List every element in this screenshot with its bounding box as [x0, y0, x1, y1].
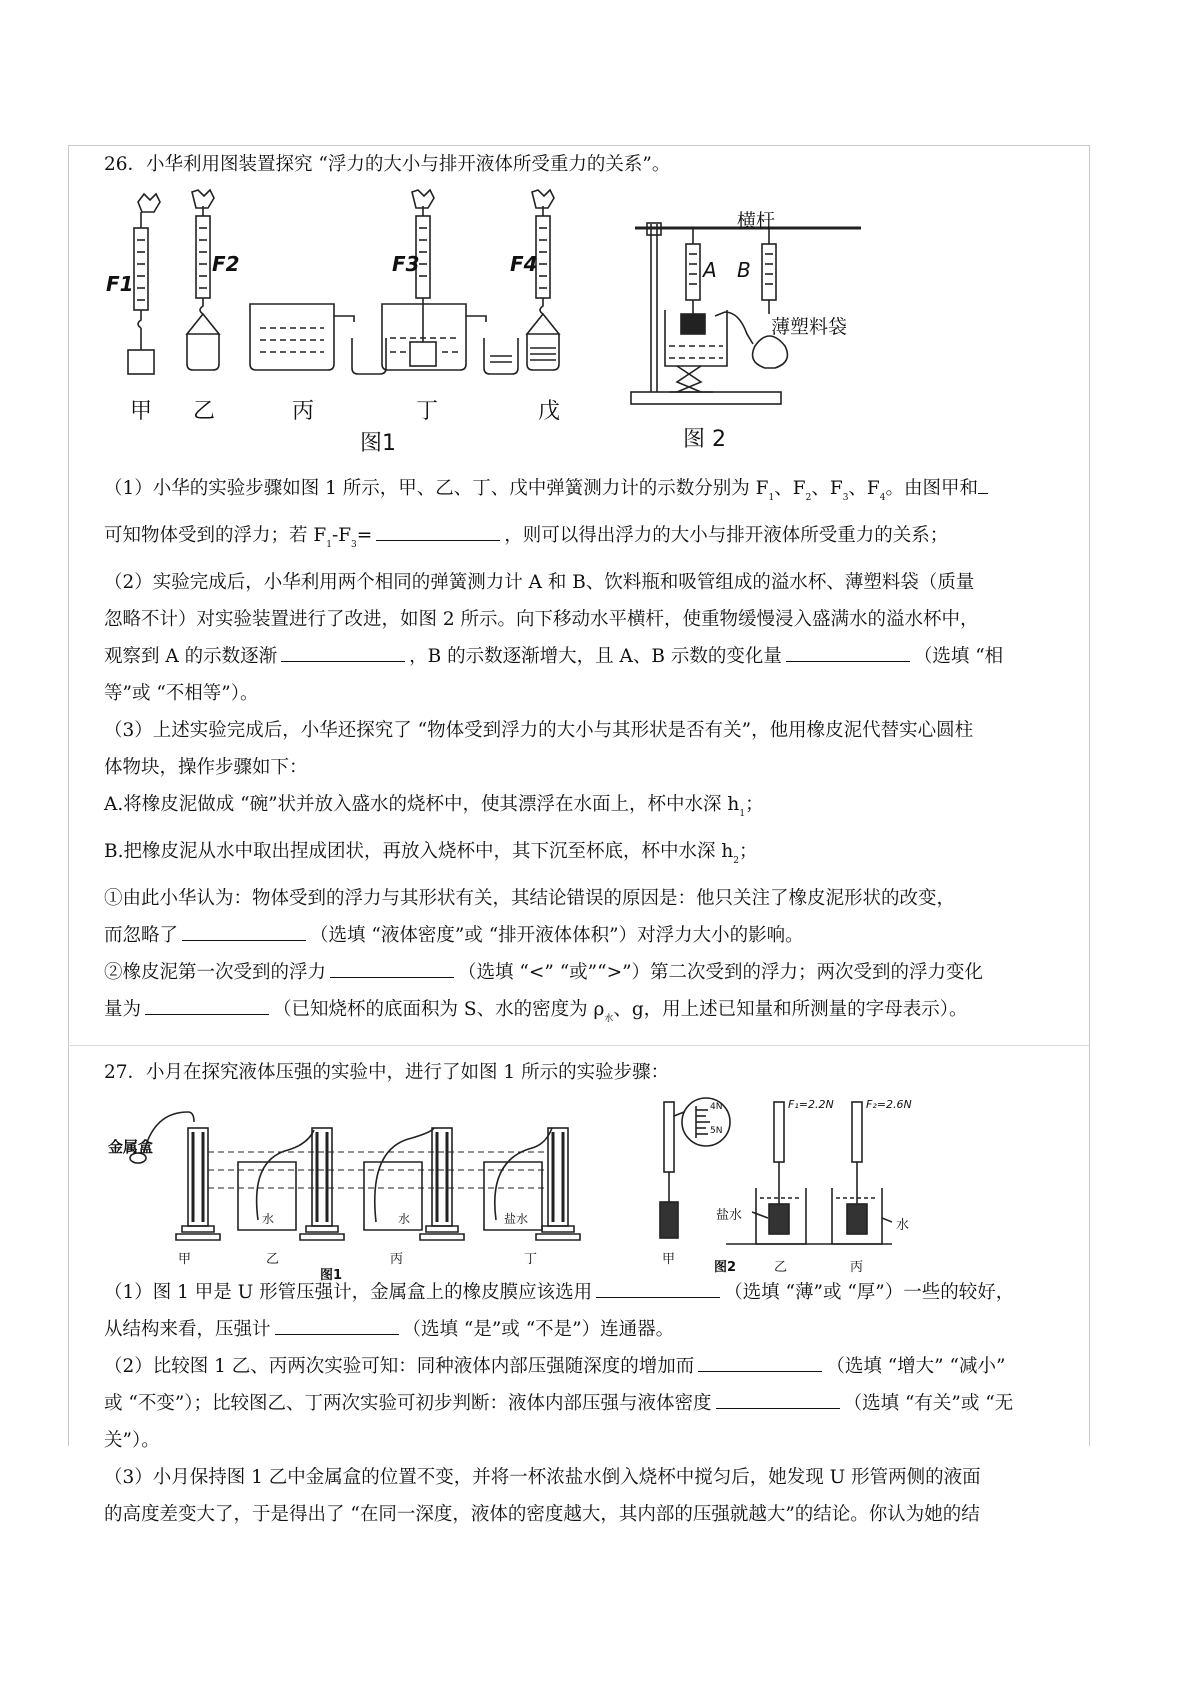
answer-blank[interactable] [182, 939, 306, 941]
answer-blank[interactable] [716, 1407, 840, 1409]
force-f2-label: F₂=2.6N [866, 1098, 912, 1111]
q26-step-a: A.将橡皮泥做成 “碗”状并放入盛水的烧杯中，使其漂浮在水面上，杯中水深 $h_1$； [104, 794, 764, 819]
label-jia: 甲 [178, 1252, 192, 1267]
label-jia: 甲 [662, 1252, 676, 1267]
q27-part2-line3: 关”）。 [104, 1430, 160, 1451]
salt-water-label: 盐水 [716, 1208, 743, 1223]
answer-blank[interactable] [275, 1333, 399, 1335]
q26-title: 26．小华利用图装置探究 “浮力的大小与排开液体所受重力的关系”。 [104, 154, 671, 175]
label-ding: 丁 [416, 399, 439, 424]
label-yi: 乙 [193, 399, 216, 424]
q26-step-b: B.把橡皮泥从水中取出捏成团状，再放入烧杯中，其下沉至杯底，杯中水深 $h_2$； [104, 841, 758, 866]
crossbar-label: 横杆 [737, 210, 776, 232]
force-f1-label: F₁=2.2N [788, 1098, 834, 1111]
force-f1: F1 [106, 272, 134, 296]
force-f2: F2 [212, 252, 240, 276]
q26-sub1-line2: 而忽略了 （选填 “液体密度”或 “排开液体体积”）对浮力大小的影响。 [104, 925, 804, 946]
metal-box-label: 金属盒 [108, 1138, 154, 1156]
section-divider [68, 1045, 1090, 1046]
q26-sub2-line1: ②橡皮泥第一次受到的浮力 （选填 “<” “或”“>”）第二次受到的浮力；两次受到的浮力变化 [104, 962, 984, 983]
scale-wu [527, 190, 559, 370]
answer-blank[interactable] [376, 539, 500, 541]
scale-4n: 4N [710, 1102, 723, 1112]
q26-part2-line1: （2）实验完成后，小华利用两个相同的弹簧测力计 A 和 B、饮料瓶和吸管组成的溢水杯、薄塑料袋（质量 [104, 572, 975, 593]
answer-blank[interactable] [698, 1370, 822, 1372]
q26-part2-line2: 忽略不计）对实验装置进行了改进，如图 2 所示。向下移动水平横杆，使重物缓慢浸入盛满水的溢水杯中， [104, 609, 979, 630]
label-bing: 丙 [390, 1252, 404, 1267]
q26-sub2-line2: 量为 （已知烧杯的底面积为 S、水的密度为 $\rho_水$、g，用上述已知量和所测量的字母表示）。 [104, 999, 968, 1024]
scale-ding [382, 190, 518, 374]
scale-yi [187, 190, 219, 370]
q27-part3-line2: 的高度差变大了，于是得出了 “在同一深度，液体的密度越大，其内部的压强就越大”的结论。你认为她的结 [104, 1504, 980, 1525]
q27-part2-line2: 或 “不变”）；比较图乙、丁两次实验可初步判断：液体内部压强与液体密度 （选填 “有关”或 “无 [104, 1393, 1014, 1414]
q26-part2-line4: 等”或 “不相等”）。 [104, 683, 259, 704]
bag-label: 薄塑料袋 [771, 316, 848, 338]
q27-part3-line1: （3）小月保持图 1 乙中金属盒的位置不变，并将一杯浓盐水倒入烧杯中搅匀后，她发现 U 形管两侧的液面 [104, 1467, 981, 1488]
q27-figure-2 [656, 1092, 912, 1275]
answer-blank[interactable] [786, 660, 910, 662]
q27-figure-1 [108, 1092, 608, 1283]
q27-part1-line1: （1）图 1 甲是 U 形管压强计，金属盒上的橡皮膜应该选用 （选填 “薄”或 “厚”）一些的较好， [104, 1282, 1015, 1303]
label-bing: 丙 [850, 1260, 864, 1275]
answer-blank[interactable] [145, 1013, 269, 1015]
label-wu: 戊 [538, 399, 561, 424]
figure-2-caption: 图2 [714, 1260, 737, 1275]
q26-figure-1 [100, 188, 600, 458]
figure-1-caption: 图1 [320, 1268, 343, 1283]
q26-sub1-line1: ①由此小华认为：物体受到的浮力与其形状有关，其结论错误的原因是：他只关注了橡皮泥形状的改变， [104, 888, 956, 909]
q26-part1-line1: （1）小华的实验步骤如图 1 所示，甲、乙、丁、戊中弹簧测力计的示数分别为 $F_1$、$F_2$、$F_3$、$F_4$。由图甲和 [104, 470, 1084, 517]
force-f3: F3 [392, 252, 420, 276]
liquid-label-ding: 盐水 [504, 1212, 529, 1226]
q26-body [104, 470, 1084, 1038]
liquid-label-bing: 水 [398, 1212, 411, 1226]
figure-1-caption: 图1 [360, 431, 396, 456]
liquid-label-yi: 水 [262, 1212, 275, 1226]
q27-body [104, 1274, 1084, 1533]
label-ding: 丁 [524, 1252, 538, 1267]
answer-blank[interactable] [281, 660, 405, 662]
scale-5n: 5N [710, 1126, 723, 1136]
q26-part3-line2: 体物块，操作步骤如下： [104, 757, 308, 778]
label-yi: 乙 [266, 1252, 280, 1267]
answer-blank[interactable] [978, 492, 988, 494]
label-bing: 丙 [292, 399, 315, 424]
answer-blank[interactable] [330, 976, 454, 978]
label-jia: 甲 [130, 399, 153, 424]
q27-part1-line2: 从结构来看，压强计 （选填 “是”或 “不是”）连通器。 [104, 1319, 675, 1340]
label-yi: 乙 [774, 1260, 788, 1275]
q27-part2-line1: （2）比较图 1 乙、丙两次实验可知：同种液体内部压强随深度的增加而 （选填 “增大” “减小” [104, 1356, 1006, 1377]
water-label: 水 [896, 1218, 910, 1233]
scale-a-label: A [703, 258, 717, 282]
q26-figure-2 [625, 210, 865, 464]
scale-b-label: B [737, 258, 751, 282]
q26-part3-line1: （3）上述实验完成后，小华还探究了 “物体受到浮力的大小与其形状是否有关”，他用橡皮泥代替实心圆柱 [104, 720, 974, 741]
q26-part2-line3: 观察到 A 的示数逐渐 ，B 的示数逐渐增大，且 A、B 示数的变化量 （选填 “相 [104, 646, 1004, 667]
cup-bing [250, 304, 386, 374]
force-f4: F4 [510, 252, 538, 276]
q27-title: 27．小月在探究液体压强的实验中，进行了如图 1 所示的实验步骤： [104, 1062, 670, 1083]
q26-part1-line2: 可知物体受到的浮力；若 $F_1-F_3=$ ，则可以得出浮力的大小与排开液体所受重力的关系； [104, 525, 949, 550]
figure-2-caption: 图 2 [683, 427, 726, 452]
answer-blank[interactable] [596, 1296, 720, 1298]
